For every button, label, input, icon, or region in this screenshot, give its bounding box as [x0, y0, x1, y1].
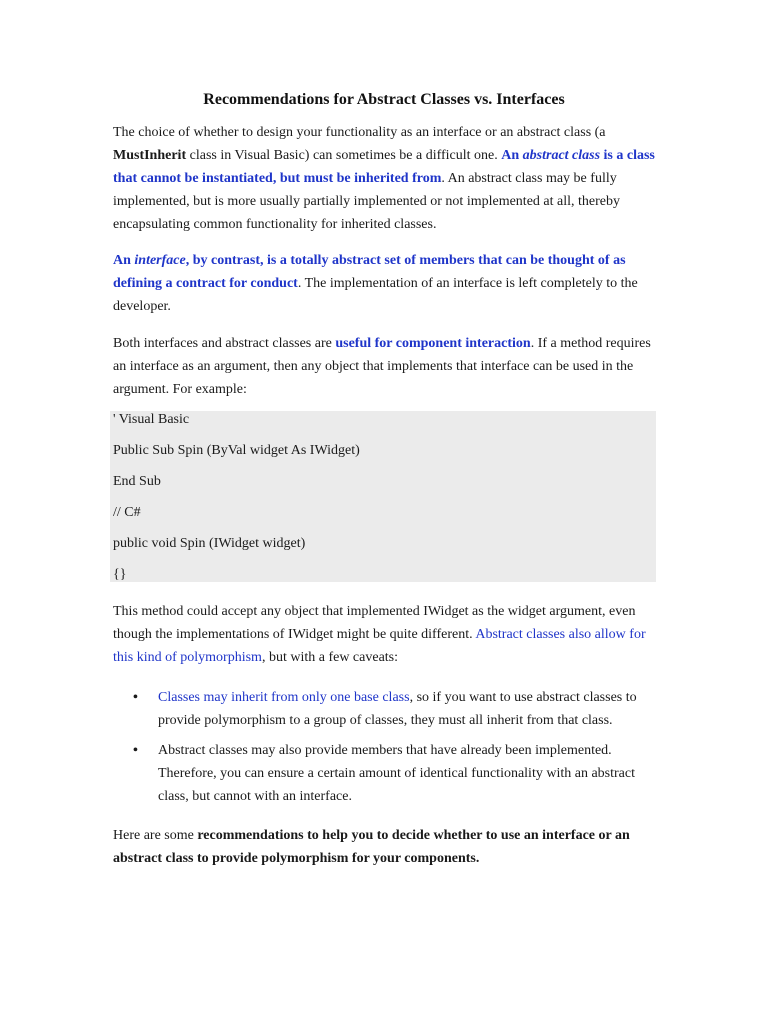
interaction-text-1: Both interfaces and abstract classes are — [113, 336, 336, 351]
intro-highlight-definition: is a class that cannot be instantiated, but must be inherited from — [113, 148, 655, 186]
list-item-text: Abstract classes may also provide members that have already been implemented. Therefore, you can ensure a certain amount of identical functionality with an abstract class, but cannot with an interface. — [158, 743, 635, 804]
list-item — [133, 739, 646, 808]
intro-highlight-abstract-class: abstract class — [522, 148, 601, 163]
paragraph-component-interaction — [113, 332, 658, 401]
interface-highlight-an: An — [113, 253, 135, 268]
code-line: {} — [113, 567, 127, 582]
polymorphism-highlight: Abstract classes also allow for this kind of polymorphism — [113, 627, 646, 665]
bullet-glyph: • — [133, 743, 138, 758]
paragraph-recommendations — [113, 824, 658, 870]
intro-mustinherit: MustInherit — [113, 148, 187, 163]
interface-text: . The implementation of an interface is left completely to the developer. — [113, 276, 638, 314]
intro-text-1: The choice of whether to design your functionality as an interface or an abstract class (a — [113, 125, 606, 140]
code-line: // C# — [113, 505, 141, 520]
polymorphism-text-1: This method could accept any object that implemented IWidget as the widget argument, even though the implementations of IWidget might be quite different. — [113, 604, 636, 642]
list-item-highlight: Classes may inherit from only one base class — [158, 690, 410, 705]
interaction-text-2: . If a method requires an interface as an argument, then any object that implements that interface can be used in the argument. For example: — [113, 336, 651, 397]
code-block — [110, 411, 656, 582]
polymorphism-text-2: , but with a few caveats: — [261, 650, 399, 665]
intro-text-3: . An abstract class may be fully implemented, but is more usually partially implemented or not implemented at all, thereby encapsulating common functionality for inherited classes. — [113, 171, 620, 232]
paragraph-interface — [113, 249, 658, 318]
caveats-list — [133, 686, 646, 808]
intro-text-2: class in Visual Basic) can sometimes be a difficult one. — [186, 148, 502, 163]
interface-highlight-word: interface — [134, 253, 186, 268]
bullet-glyph: • — [133, 690, 138, 705]
intro-highlight-an: An — [501, 148, 523, 163]
list-item-text: , so if you want to use abstract classes to provide polymorphism to a group of classes, they must all inherit from that class. — [158, 690, 637, 728]
document-title: Recommendations for Abstract Classes vs. Interfaces — [203, 91, 565, 108]
paragraph-intro — [113, 121, 658, 236]
code-line: public void Spin (IWidget widget) — [113, 536, 306, 551]
recommendations-highlight: recommendations to help you to decide whether to use an interface or an abstract class to provide polymorphism for your components. — [113, 828, 630, 866]
code-line: ' Visual Basic — [113, 412, 190, 427]
list-item — [133, 686, 646, 732]
code-line: Public Sub Spin (ByVal widget As IWidget) — [113, 443, 360, 458]
interface-highlight-definition: , by contrast, is a totally abstract set of members that can be thought of as defining a contract for conduct — [113, 253, 626, 291]
code-line: End Sub — [113, 474, 161, 489]
recommendations-text-1: Here are some — [113, 828, 198, 843]
interaction-highlight: useful for component interaction — [335, 336, 531, 351]
paragraph-polymorphism — [113, 600, 658, 669]
